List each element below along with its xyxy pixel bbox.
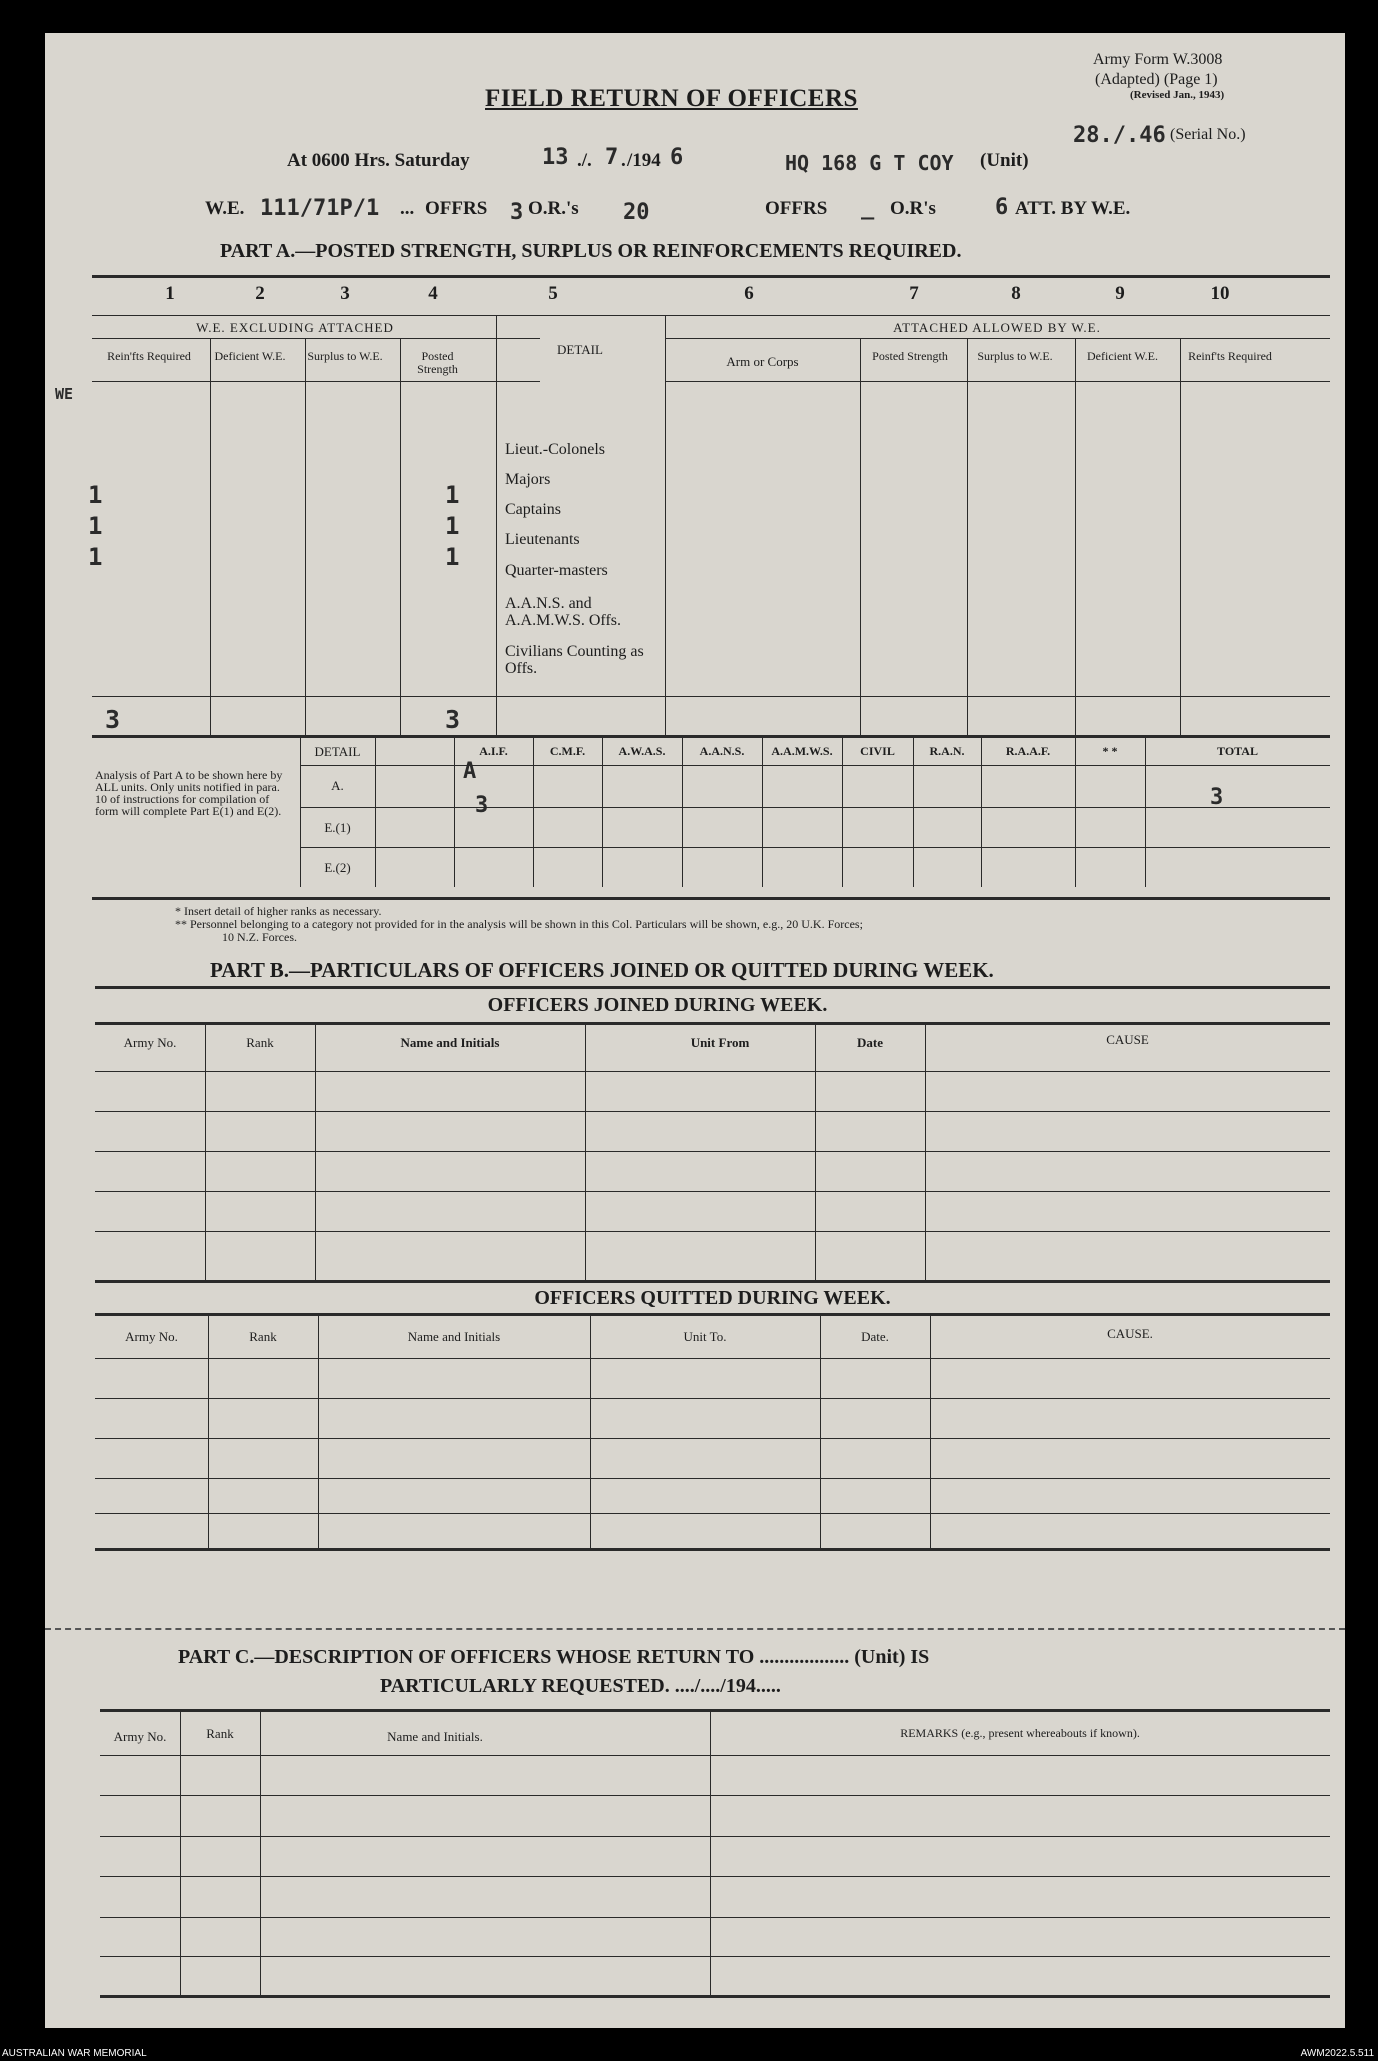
army-form-label: Army Form W.3008 xyxy=(1093,51,1223,68)
footnote-1: * Insert detail of higher ranks as necessary. xyxy=(175,904,382,918)
we-label: W.E. xyxy=(205,198,245,219)
total-col4: 3 xyxy=(445,705,461,734)
aif-mark: A xyxy=(463,759,477,784)
footer-left: AUSTRALIAN WAR MEMORIAL xyxy=(2,2048,147,2059)
col8-header: Surplus to W.E. xyxy=(977,349,1053,363)
year-prefix: /194 xyxy=(627,150,661,171)
serial-label: (Serial No.) xyxy=(1170,126,1246,143)
part-c-line2: PARTICULARLY REQUESTED. ..../..../194..... xyxy=(380,1675,781,1697)
part-a-title: PART A.—POSTED STRENGTH, SURPLUS OR REINFORCEMENTS REQUIRED. xyxy=(220,240,962,262)
adapted-label: (Adapted) (Page 1) xyxy=(1095,71,1218,88)
date-day: 13 xyxy=(542,145,569,170)
ors-value: 20 xyxy=(623,200,650,225)
col10-header: Reinf'ts Required xyxy=(1188,349,1272,363)
col7-header: Posted Strength xyxy=(872,349,948,363)
archive-footer xyxy=(0,2048,1378,2061)
detail-header: DETAIL xyxy=(557,342,603,357)
col6-header: Arm or Corps xyxy=(726,354,799,369)
footnote-2: ** Personnel belonging to a category not provided for in the analysis will be shown in this Col. Particulars will be shown, e.g., 20 U.K. Forces; xyxy=(175,917,863,931)
form-sheet: Army Form W.3008 (Adapted) (Page 1) (Revised Jan., 1943) FIELD RETURN OF OFFICERS At 0600 Hrs. Saturday 13 ./. 7 . /194 6 HQ 168 G T COY (Unit) 28./.46 (Serial No.) W.E. 111/71P/1 ... OFFRS 3 O.R.'s 20 OFFRS _ O.R's 6 ATT. BY W.E. PART A.—POSTED STRENGTH, SURPLUS OR REINFORCEMENTS REQUIRED. 1 2 3 4 5 6 7 8 9 10 W.E. EXCLUDING ATTACHED ATTACHED ALLOWED BY W.E. DETAIL Rein'fts Required Deficient W.E. Surplus to W.E. Posted Strength Arm or Corps Posted Strength Surplus to W.E. Deficient W.E. Reinf'ts Required WE Lieut.-Colonels Majors Captains Lieutenants Quarter-masters A.A.N.S. and A.A.M.W.S. Offs. Civilians Counting as Offs. 1 1 1 1 1 1 3 3 Analysis of Part A to be shown here by ALL units. Only units notified in para. 10 of instructions for compilation of form will complete Part E(1) and E(2). DETAIL A.I.F. C.M.F. A.W.A.S. A.A.N.S. A.A.M.W.S. CIVIL R.A.N. R.A.A.F. * * TOTAL A. E.(1) E.(2) A 3 3 * Insert detail of higher ranks as necessary. ** Personnel belonging to a category not provided for in the analysis will be shown in this Col. Particulars will be shown, e.g., 20 U.K. Forces; 10 N.Z. Forces. PART B.—PARTICULARS OF OFFICERS JOINED OR QUITTED DURING WEEK. OFFICERS JOINED DURING WEEK. Army No. Rank Name and Initials Unit From Date CAUSE OFFICERS QUITTED DURING WEEK. Army No. Rank Name and Initials Unit To. Date. CAUSE. PART C.—DESCRIPTION OF OFFICERS WHOSE RETURN TO .................. (Unit) IS PARTICULARLY REQUESTED. ..../..../194..... Army No. Rank Name and Initials. REMARKS (e.g., present whereabouts if known). xyxy=(45,33,1345,2028)
joined-title: OFFICERS JOINED DURING WEEK. xyxy=(487,994,828,1016)
date-month: 7 xyxy=(605,145,619,170)
analysis-detail-label: DETAIL xyxy=(314,744,361,759)
analysis-note: Analysis of Part A to be shown here by ALL units. Only units notified in para. 10 of instructions for compilation of form will complete Part E(1) and E(2). xyxy=(95,768,283,818)
analysis-total-value: 3 xyxy=(1210,785,1224,810)
quitted-title: OFFICERS QUITTED DURING WEEK. xyxy=(534,1287,891,1309)
tear-line xyxy=(45,1628,1345,1630)
col3-header: Surplus to W.E. xyxy=(307,349,383,363)
offrs2-label: OFFRS xyxy=(765,198,828,219)
col4-header: Posted Strength xyxy=(417,349,458,376)
footer-right: AWM2022.5.511 xyxy=(1300,2048,1374,2059)
form-title: FIELD RETURN OF OFFICERS xyxy=(485,85,858,112)
att-label: ATT. BY W.E. xyxy=(1015,198,1131,219)
col1-header: Rein'fts Required xyxy=(107,349,191,363)
offrs-label: OFFRS xyxy=(425,198,488,219)
col2-header: Deficient W.E. xyxy=(214,349,286,363)
ors-label: O.R.'s xyxy=(528,198,579,219)
group-left-header: W.E. EXCLUDING ATTACHED xyxy=(196,320,394,335)
ors2-value: 6 xyxy=(995,195,1009,220)
unit-value: HQ 168 G T COY xyxy=(785,151,954,175)
at-hours-label: At 0600 Hrs. Saturday xyxy=(287,150,470,171)
offrs-value: 3 xyxy=(510,200,524,225)
group-right-header: ATTACHED ALLOWED BY W.E. xyxy=(893,320,1101,335)
aif-value: 3 xyxy=(475,793,489,818)
revised-label: (Revised Jan., 1943) xyxy=(1130,89,1225,101)
offrs2-value: _ xyxy=(861,195,875,220)
we-value: 111/71P/1 xyxy=(260,196,380,221)
total-col1: 3 xyxy=(105,705,121,734)
unit-label: (Unit) xyxy=(980,150,1029,171)
serial-value: 28./.46 xyxy=(1073,123,1166,148)
footnote-3: 10 N.Z. Forces. xyxy=(222,930,297,944)
part-c-line1: PART C.—DESCRIPTION OF OFFICERS WHOSE RETURN TO .................. (Unit) IS xyxy=(178,1646,930,1668)
we-margin-note: WE xyxy=(55,385,74,403)
year-suffix: 6 xyxy=(670,145,684,170)
ors2-label: O.R's xyxy=(890,198,936,219)
part-b-title: PART B.—PARTICULARS OF OFFICERS JOINED OR QUITTED DURING WEEK. xyxy=(210,958,994,982)
col9-header: Deficient W.E. xyxy=(1087,349,1158,363)
